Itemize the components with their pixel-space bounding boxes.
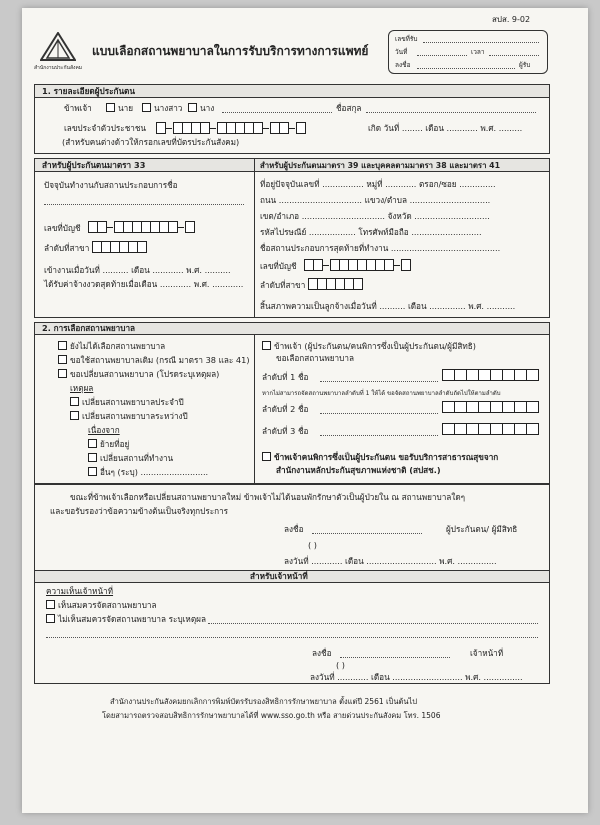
choice-2-code[interactable] [442,401,538,413]
birth-date: เกิด วันที่ ........ เดือน ............ พ.ศ. ......... [368,123,523,133]
insured-signature-field[interactable] [312,533,422,534]
section-1-heading: 1. รายละเอียดผู้ประกันตน [42,86,135,96]
choice-1-field[interactable] [320,381,438,382]
foreigner-note: (สำหรับคนต่างด้าวให้กรอกเลขที่บัตรประกันสังคม) [62,137,240,147]
section-2-heading: 2. การเลือกสถานพยาบาล [42,323,136,333]
name-field[interactable] [222,112,332,113]
form-title: แบบเลือกสถานพยาบาลในการรับบริการทางการแพทย์ [92,44,369,58]
opt-change-checkbox[interactable] [58,369,67,378]
choice-2-field[interactable] [320,413,438,414]
sso-logo [40,32,76,62]
officer-signature-field[interactable] [340,657,450,658]
me-label: ข้าพเจ้า [64,103,92,113]
officer-date: ลงวันที่ ............ เดือน ........................... พ.ศ. ............... [310,672,523,682]
citizen-id-boxes[interactable] [156,122,305,134]
account-39-boxes[interactable] [304,259,410,271]
annual-change-checkbox[interactable] [70,397,79,406]
declaration-line-2: และขอรับรองว่าข้อความข้างต้นเป็นจริงทุกประการ [50,506,229,516]
footer-line-2: โดยสามารถตรวจสอบสิทธิการรักษาพยาบาลได้ที่ www.sso.go.th หรือ สายด่วนประกันสังคม โทร. 1506 [102,711,441,720]
footer-line-1: สำนักงานประกันสังคมยกเลิกการพิมพ์บัตรรับรองสิทธิการรักษาพยาบาล ตั้งแต่ปี 2561 เป็นต้นไป [110,697,417,706]
miss-checkbox[interactable] [142,103,151,112]
disagree-checkbox[interactable] [46,614,55,623]
section-39-heading: สำหรับผู้ประกันตนมาตรา 39 และบุคคลตามมาตรา 38 และมาตรา 41 [260,161,501,170]
form-code: สปส. 9-02 [492,15,531,24]
employer-field[interactable] [44,204,244,205]
citizen-id-label: เลขประจำตัวประชาชน [64,123,147,133]
logo-caption: สำนักงานประกันสังคม [34,65,83,71]
branch-39-boxes[interactable] [308,278,362,290]
choice-3-code[interactable] [442,423,538,435]
section-33-heading: สำหรับผู้ประกันตนมาตรา 33 [42,160,146,170]
branch-33-boxes[interactable] [92,241,146,253]
officer-heading: สำหรับเจ้าหน้าที่ [250,571,308,581]
account-33-boxes[interactable] [88,221,194,233]
opt-not-chosen-checkbox[interactable] [58,341,67,350]
form-paper: สำนักงานประกันสังคม แบบเลือกสถานพยาบาลในการรับบริการทางการแพทย์ สปส. 9-02 เลขที่รับ วันที่ เวลา ลงชื่อ ผู้รับ 1. รายละเอียดผู้ประกันตน ข้าพเจ้า นาย นางสาว นาง ชื่อสกุล เลขประจำตัวประชาชน เกิด วันที่ ........ เดือน ............ พ.ศ. ......... (สำหรับคนต่างด้าวให้กรอกเลขที่บัตรประกันสังคม) สำหรับผู้ประกันตนมาตรา 33 สำหรับผู้ประกันตนมาตรา 39 และบุคคลตามมาตรา 38 และมาตรา 41 ปัจจุบันทำงานกับสถานประกอบการชื่อ เลขที่บัญชี ลำดับที่สาขา เข้างานเมื่อวันที่ .......... เดือน ............ พ.ศ. .......... ได้รับค่าจ้างงวดสุดท้ายเมื่อเดือน ............ พ.ศ. ............ ที่อยู่ปัจจุบันเลขที่ ................ หมู่ที่ ............ ตรอก/ซอย .............. ถนน ................................ แขวง/ตำบล ............................... เขต/อำเภอ ................................ จังหวัด ............................. รหัสไปรษณีย์ .................. โทรศัพท์มือถือ ........................... ชื่อสถานประกอบการสุดท้ายที่ทำงาน .......................................... เลขที่บัญชี ลำดับที่สาขา สิ้นสภาพความเป็นลูกจ้างเมื่อวันที่ .......... เดือน .............. พ.ศ. ........... 2. การเลือกสถานพยาบาล ยังไม่ได้เลือกสถานพยาบาล ขอใช้สถานพยาบาลเดิม (กรณี มาตรา 38 และ 41) ขอเปลี่ยนสถานพยาบาล (โปรดระบุเหตุผล) เหตุผล เปลี่ยนสถานพยาบาลประจำปี เปลี่ยนสถานพยาบาลระหว่างปี เนื่องจาก ย้ายที่อยู่ เปลี่ยนสถานที่ทำงาน อื่นๆ (ระบุ) .......................... ข้าพเจ้า (ผู้ประกันตน/คนพิการซึ่งเป็นผู้ประกันตน/ผู้มีสิทธิ) ขอเลือกสถานพยาบาล ลำดับที่ 1 ชื่อ หากไม่สามารถจัดสถานพยาบาลลำดับที่ 1 ให้ได้ ขอจัดสถานพยาบาลลำดับถัดไปให้ตามลำดับ ลำดับที่ 2 ชื่อ ลำดับที่ 3 ชื่อ ข้าพเจ้าคนพิการซึ่งเป็นผู้ประกันตน ขอรับบริการสาธารณสุขจาก สำนักงานหลักประกันสุขภาพแห่งชาติ (สปสช.) ขณะที่ข้าพเจ้าเลือกหรือเปลี่ยนสถานพยาบาลใหม่ ข้าพเจ้าไม่ได้นอนพักรักษาตัวเป็นผู้ป่วยใน ณ สถานพยาบาลใดๆ และขอรับรองว่าข้อความข้างต้นเป็นจริงทุกประการ ลงชื่อ ผู้ประกันตน/ ผู้มีสิทธิ ( ) ลงวันที่ ............ เดือน ........................... พ.ศ. ............... สำหรับเจ้าหน้าที่ ความเห็นเจ้าหน้าที่ เห็นสมควรจัดสถานพยาบาล ไม่เห็นสมควรจัดสถานพยาบาล ระบุเหตุผล ลงชื่อ เจ้าหน้าที่ ( ) ลงวันที่ ............ เดือน ........................... พ.ศ. ............... สำนักงานประกันสังคมยกเลิกการพิมพ์บัตรรับรองสิทธิการรักษาพยาบาล ตั้งแต่ปี 2561 เป็นต้นไป โดยสามารถตรวจสอบสิทธิการรักษาพยาบาลได้ที่ www.sso.go.th หรือ สายด่วนประกันสังคม โทร. 1506 [22,8,588,813]
surname-field[interactable] [366,112,536,113]
choice-1-code[interactable] [442,369,538,381]
surname-label: ชื่อสกุล [336,103,362,113]
mr-checkbox[interactable] [106,103,115,112]
mrs-checkbox[interactable] [188,103,197,112]
other-reason-checkbox[interactable] [88,467,97,476]
disabled-nhso-checkbox[interactable] [262,452,271,461]
insured-choice-checkbox[interactable] [262,341,271,350]
declaration-line-1: ขณะที่ข้าพเจ้าเลือกหรือเปลี่ยนสถานพยาบาลใหม่ ข้าพเจ้าไม่ได้นอนพักรักษาตัวเป็นผู้ป่วยใน ณ สถานพยาบาลใดๆ [70,492,466,502]
midyear-change-checkbox[interactable] [70,411,79,420]
moved-checkbox[interactable] [88,439,97,448]
receipt-box: เลขที่รับ วันที่ เวลา ลงชื่อ ผู้รับ [388,30,548,74]
opt-keep-checkbox[interactable] [58,355,67,364]
agree-checkbox[interactable] [46,600,55,609]
disagree-reason-field[interactable] [208,623,538,624]
declaration-date: ลงวันที่ ............ เดือน ........................... พ.ศ. ............... [284,556,497,566]
choice-3-field[interactable] [320,435,438,436]
new-workplace-checkbox[interactable] [88,453,97,462]
